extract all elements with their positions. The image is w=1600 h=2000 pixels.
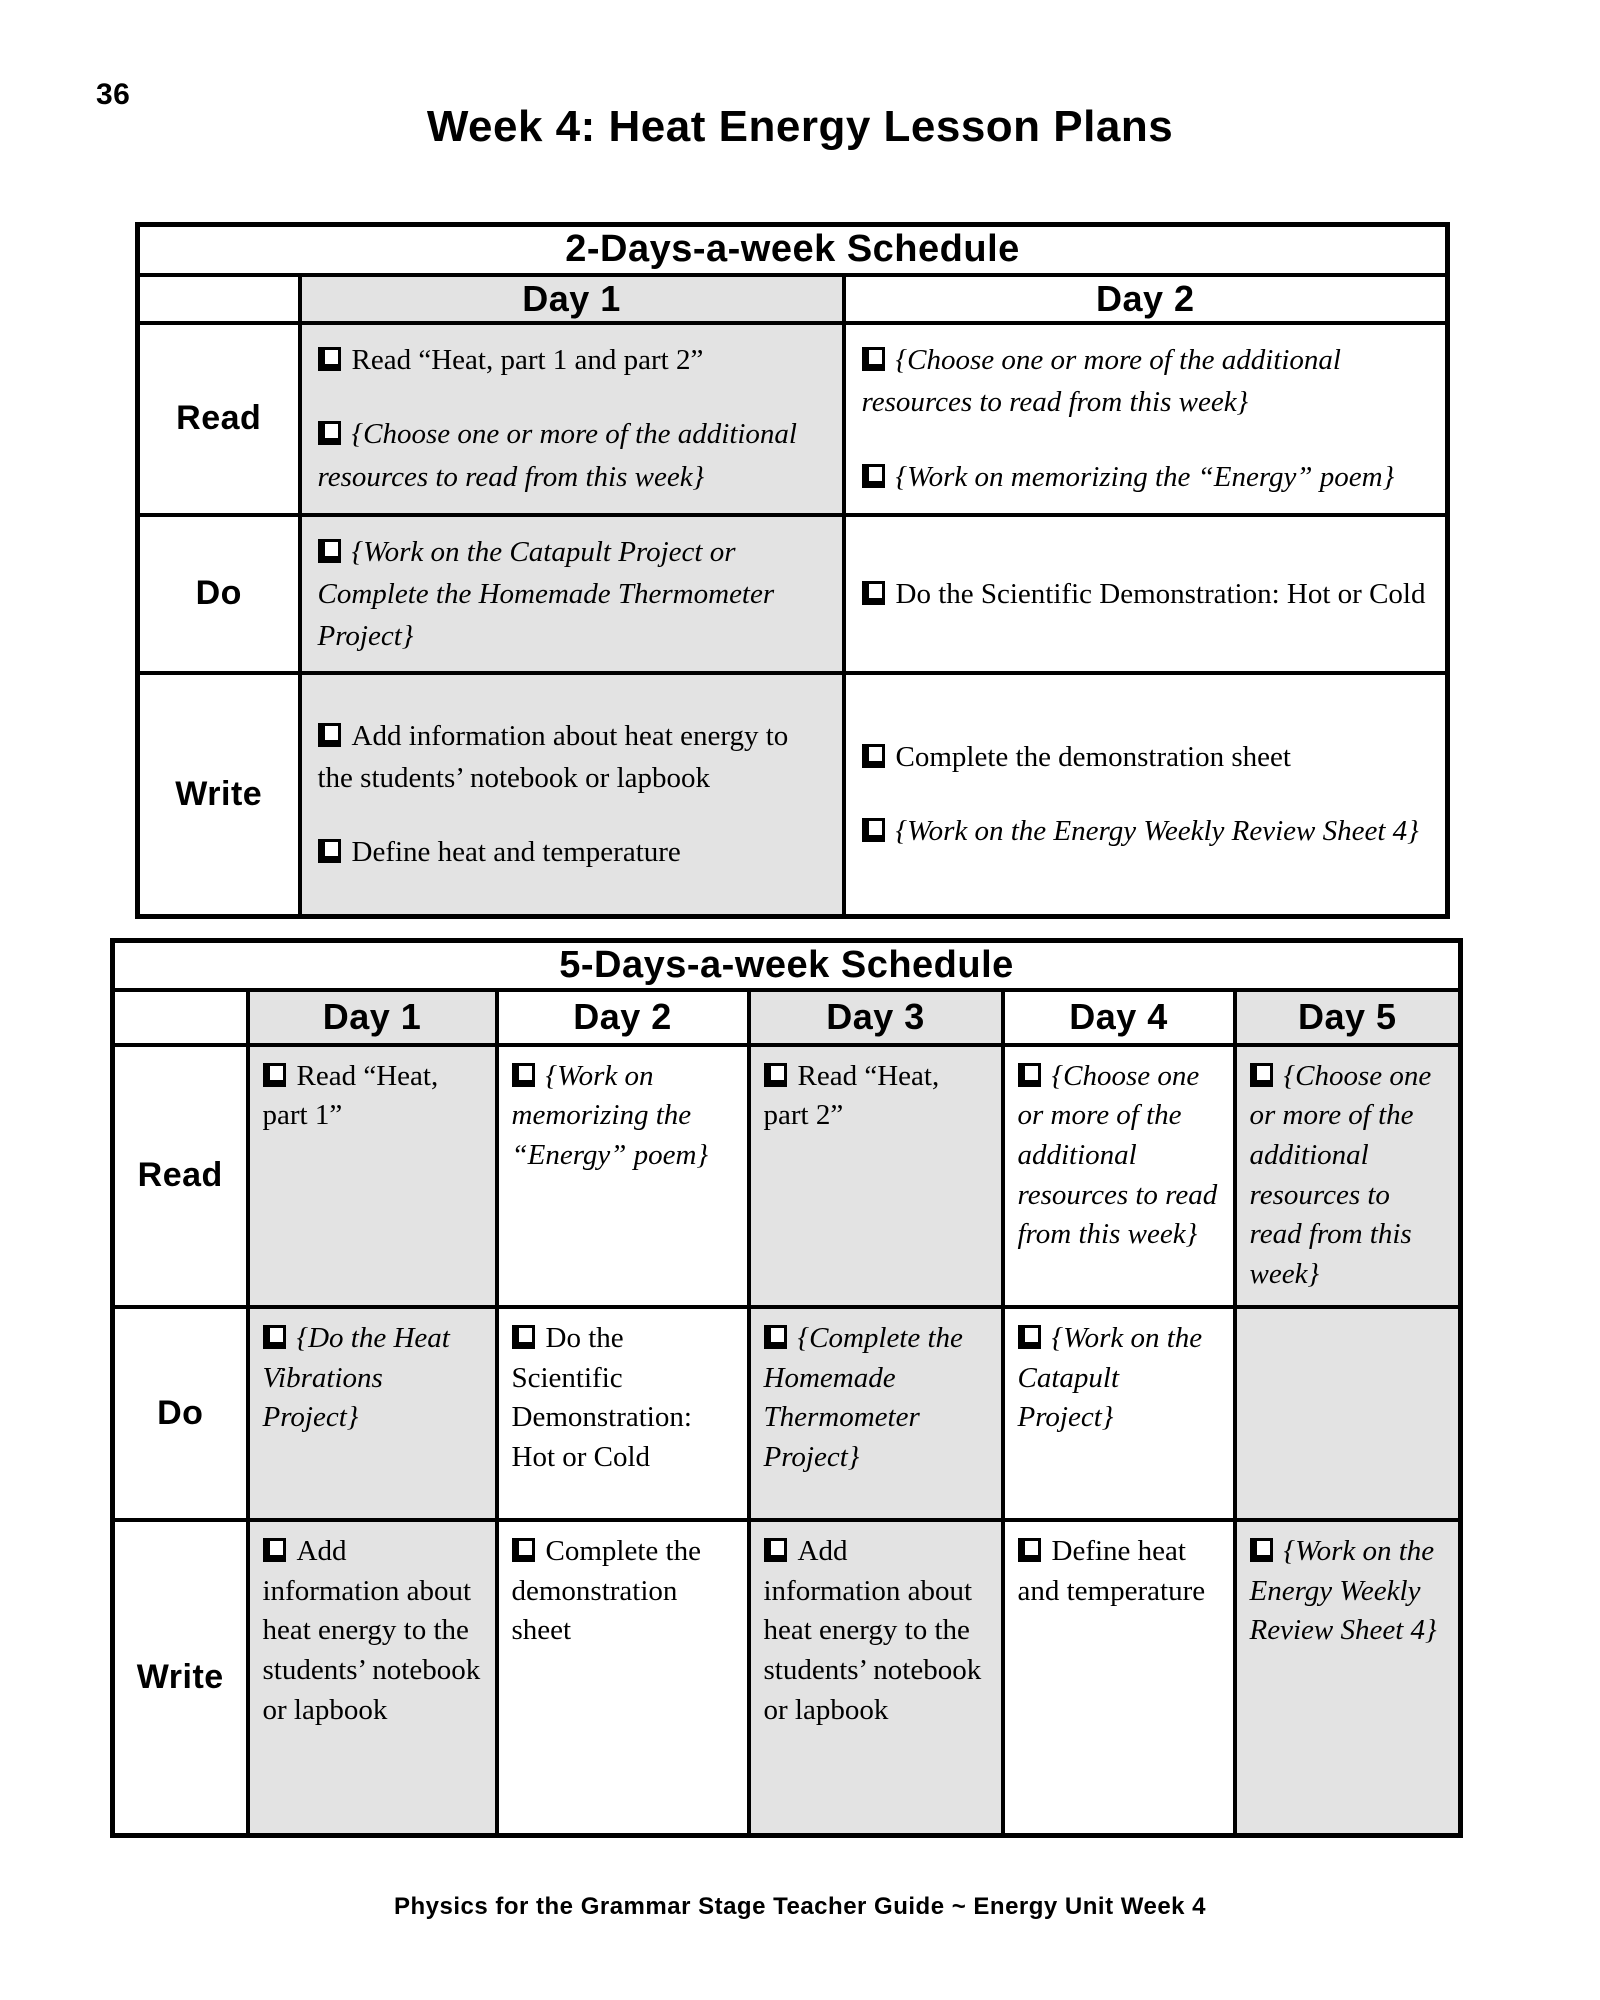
- row-label-read: Read: [113, 1045, 248, 1307]
- checklist-item-text: {Work on memorizing the “Energy” poem}: [511, 1059, 709, 1171]
- row-label-write: Write: [138, 673, 300, 917]
- cell-write-day1: [248, 1520, 497, 1836]
- checklist-item-text: Complete the demonstration sheet: [895, 741, 1291, 774]
- checkbox-icon: [512, 1063, 535, 1087]
- checkbox-icon: [318, 839, 341, 863]
- col-header-day4: Day 4: [1003, 990, 1235, 1045]
- checklist-item: [512, 1057, 735, 1176]
- checkbox-icon: [862, 464, 885, 488]
- checklist-item: [862, 456, 1430, 498]
- checklist-item-text: Read “Heat, part 1 and part 2”: [351, 344, 704, 377]
- cell-do-day2: [844, 515, 1448, 673]
- checklist-item-text: Add information about heat energy to the students’ notebook or lapbook: [262, 1534, 481, 1726]
- checkbox-icon: [263, 1325, 286, 1349]
- checkbox-icon: [1018, 1538, 1041, 1562]
- checklist-item: [318, 531, 826, 657]
- checkbox-icon: [862, 744, 885, 768]
- cell-do-day3: [749, 1307, 1003, 1520]
- checkbox-icon: [318, 539, 341, 563]
- checklist-item: [318, 413, 826, 497]
- cell-read-day1: [300, 323, 844, 515]
- checklist-item-text: Read “Heat, part 2”: [763, 1059, 940, 1132]
- checklist-item-text: {Complete the Homemade Thermometer Project}: [763, 1321, 963, 1473]
- checklist-item: [1250, 1532, 1447, 1651]
- checklist-item: [862, 573, 1430, 615]
- cell-do-day2: [497, 1307, 749, 1520]
- col-header-day3: Day 3: [749, 990, 1003, 1045]
- checklist-item-text: Do the Scientific Demonstration: Hot or Cold: [895, 577, 1426, 610]
- checklist-item-text: Complete the demonstration sheet: [511, 1534, 701, 1647]
- checklist-item: [318, 831, 826, 873]
- checkbox-icon: [1250, 1538, 1273, 1562]
- cell-write-day5: [1235, 1520, 1461, 1836]
- checklist-item-text: {Do the Heat Vibrations Project}: [262, 1321, 450, 1434]
- checklist-item-text: Define heat and temperature: [351, 836, 681, 869]
- checkbox-icon: [764, 1063, 787, 1087]
- cell-read-day2: [497, 1045, 749, 1307]
- checklist-item: [318, 715, 826, 799]
- col-header-day2: Day 2: [497, 990, 749, 1045]
- checklist-item: [1018, 1057, 1221, 1256]
- cell-write-day1: [300, 673, 844, 917]
- checkbox-icon: [318, 723, 341, 747]
- cell-read-day2: [844, 323, 1448, 515]
- checklist-item: [263, 1057, 483, 1136]
- corner-cell: [138, 275, 300, 323]
- table-title-5day: 5-Days-a-week Schedule: [113, 941, 1461, 990]
- checklist-item: [263, 1532, 483, 1731]
- checkbox-icon: [764, 1538, 787, 1562]
- checkbox-icon: [512, 1538, 535, 1562]
- row-label-read: Read: [138, 323, 300, 515]
- checkbox-icon: [263, 1538, 286, 1562]
- page-title: Week 4: Heat Energy Lesson Plans: [426, 102, 1174, 151]
- checklist-item-text: {Work on the Catapult Project}: [1017, 1321, 1203, 1434]
- table-title-2day: 2-Days-a-week Schedule: [138, 225, 1448, 275]
- corner-cell: [113, 990, 248, 1045]
- checkbox-icon: [263, 1063, 286, 1087]
- row-label-do: Do: [113, 1307, 248, 1520]
- checklist-item-text: Define heat and temperature: [1017, 1534, 1206, 1607]
- row-label-do: Do: [138, 515, 300, 673]
- checklist-item: [764, 1057, 989, 1136]
- col-header-day1: Day 1: [300, 275, 844, 323]
- checklist-item-text: {Choose one or more of the additional resources to read from this week}: [317, 418, 797, 493]
- col-header-day1: Day 1: [248, 990, 497, 1045]
- checkbox-icon: [862, 347, 885, 371]
- checkbox-icon: [764, 1325, 787, 1349]
- checklist-item-text: Read “Heat, part 1”: [262, 1059, 439, 1132]
- checklist-item: [764, 1532, 989, 1731]
- cell-write-day3: [749, 1520, 1003, 1836]
- checklist-item: [764, 1319, 989, 1478]
- cell-write-day4: [1003, 1520, 1235, 1836]
- cell-write-day2: [844, 673, 1448, 917]
- checklist-item-text: Add information about heat energy to the students’ notebook or lapbook: [317, 720, 789, 795]
- cell-do-day4: [1003, 1307, 1235, 1520]
- checkbox-icon: [1250, 1063, 1273, 1087]
- cell-do-day5: [1235, 1307, 1461, 1520]
- page-number: 36: [96, 78, 131, 111]
- checklist-item-text: {Work on the Energy Weekly Review Sheet 4}: [895, 815, 1419, 848]
- cell-read-day3: [749, 1045, 1003, 1307]
- col-header-day2: Day 2: [844, 275, 1448, 323]
- checkbox-icon: [512, 1325, 535, 1349]
- checklist-item: [862, 339, 1430, 423]
- cell-read-day4: [1003, 1045, 1235, 1307]
- schedule-table-2day: [135, 222, 1450, 919]
- checkbox-icon: [318, 347, 341, 371]
- page-footer: Physics for the Grammar Stage Teacher Guide ~ Energy Unit Week 4: [393, 1893, 1207, 1920]
- checklist-item-text: Do the Scientific Demonstration: Hot or Cold: [511, 1321, 692, 1473]
- checklist-item: [1018, 1532, 1221, 1611]
- checkbox-icon: [1018, 1325, 1041, 1349]
- checklist-item-text: {Choose one or more of the additional resources to read from this week}: [1249, 1059, 1432, 1291]
- checklist-item: [862, 810, 1430, 852]
- checklist-item: [512, 1319, 735, 1478]
- checkbox-icon: [862, 581, 885, 605]
- checklist-item-text: {Work on memorizing the “Energy” poem}: [895, 460, 1395, 493]
- checklist-item-text: {Choose one or more of the additional resources to read from this week}: [861, 344, 1341, 419]
- checkbox-icon: [862, 818, 885, 842]
- checklist-item: [512, 1532, 735, 1651]
- schedule-table-5day: [110, 938, 1463, 1838]
- cell-do-day1: [248, 1307, 497, 1520]
- checklist-item-text: {Choose one or more of the additional resources to read from this week}: [1017, 1059, 1218, 1251]
- checklist-item-text: {Work on the Catapult Project or Complete the Homemade Thermometer Project}: [317, 535, 775, 652]
- checkbox-icon: [1018, 1063, 1041, 1087]
- checklist-item: [318, 339, 826, 381]
- checklist-item: [1018, 1319, 1221, 1438]
- row-label-write: Write: [113, 1520, 248, 1836]
- checkbox-icon: [318, 421, 341, 445]
- cell-read-day5: [1235, 1045, 1461, 1307]
- cell-write-day2: [497, 1520, 749, 1836]
- checklist-item: [862, 736, 1430, 778]
- cell-read-day1: [248, 1045, 497, 1307]
- col-header-day5: Day 5: [1235, 990, 1461, 1045]
- checklist-item: [263, 1319, 483, 1438]
- checklist-item-text: Add information about heat energy to the students’ notebook or lapbook: [763, 1534, 982, 1726]
- checklist-item-text: {Work on the Energy Weekly Review Sheet 4}: [1249, 1534, 1437, 1647]
- cell-do-day1: [300, 515, 844, 673]
- checklist-item: [1250, 1057, 1447, 1295]
